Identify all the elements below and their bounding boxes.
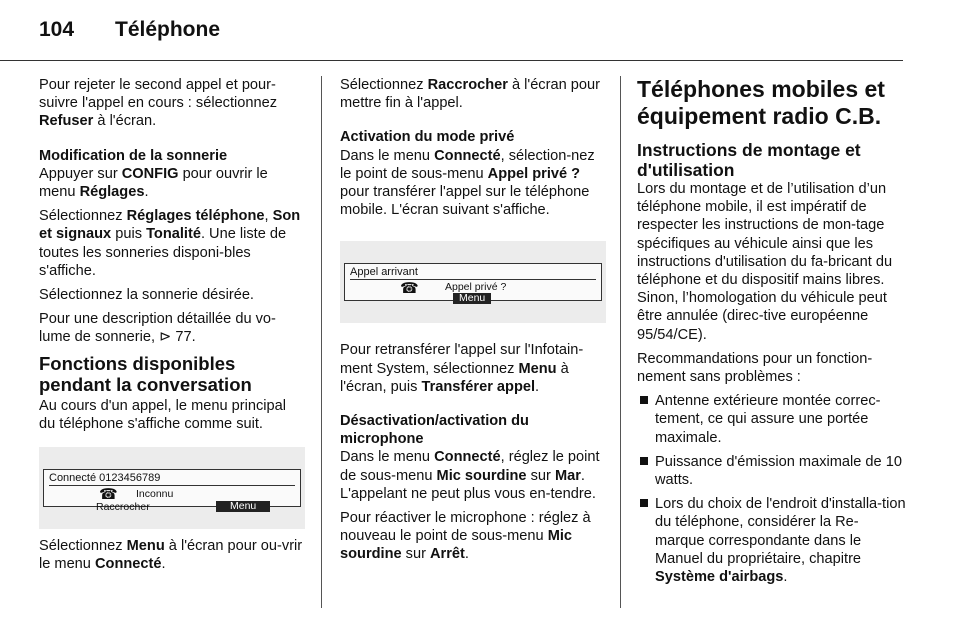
paragraph: Pour rejeter le second appel et pour-suivre l'appel en cours : sélectionnez Refuser à l'écran. bbox=[39, 77, 278, 130]
page-title: Téléphone bbox=[115, 18, 221, 41]
cross-reference-arrow-icon: ⊳ bbox=[159, 329, 172, 346]
menu-softkey: Menu bbox=[216, 501, 270, 512]
heading-fonctions: Fonctions disponibles pendant la conversation bbox=[39, 352, 252, 395]
column-3 bbox=[637, 76, 907, 592]
caller-label: Inconnu bbox=[136, 488, 174, 501]
paragraph: Pour une description détaillée du vo-lume de sonnerie, ⊳ 77. bbox=[39, 311, 276, 346]
screen-title: Appel arrivant bbox=[350, 266, 418, 279]
paragraph: Sélectionnez Menu à l'écran pour ou-vrir le menu Connecté. bbox=[39, 538, 303, 573]
list-item: Puissance d'émission maximale de 10 watts. bbox=[637, 453, 907, 489]
column-divider bbox=[620, 76, 621, 608]
hangup-label: Raccrocher bbox=[96, 501, 150, 514]
subheading-prive: Activation du mode privé bbox=[340, 129, 515, 146]
screen-title: Connecté 0123456789 bbox=[49, 472, 161, 485]
menu-softkey: Menu bbox=[453, 293, 491, 304]
paragraph: Appuyer sur CONFIG pour ouvrir le menu Réglages. bbox=[39, 165, 268, 201]
paragraph: Recommandations pour un fonction-nement sans problèmes : bbox=[637, 350, 873, 386]
bullet-square-icon bbox=[640, 457, 648, 465]
paragraph: Pour retransférer l'appel sur l'Infotain-ment System, sélectionnez Menu à l'écran, puis Transférer appel. bbox=[340, 342, 584, 395]
paragraph: Au cours d'un appel, le menu principal du téléphone s'affiche comme suit. bbox=[39, 397, 286, 432]
phone-handset-icon: ☎ bbox=[99, 486, 118, 504]
paragraph: Lors du montage et de l’utilisation d’un téléphone mobile, il est impératif de respecter les instructions de mon-tage spécifiques au véhicule ainsi que les instructions d'utilisation du fa-bricant du téléphone et du dispositif mains libres. Sinon, l’homologation du véhicule peut être annulée (direc-tive européenne 95/54/CE). bbox=[637, 181, 893, 343]
private-call-label: Appel privé ? bbox=[445, 281, 507, 294]
column-divider bbox=[321, 76, 322, 608]
paragraph: Pour réactiver le microphone : réglez à nouveau le point de sous-menu Mic sourdine sur Arrêt. bbox=[340, 510, 591, 563]
heading-instructions: Instructions de montage et d'utilisation bbox=[637, 140, 861, 180]
column-2 bbox=[340, 76, 606, 570]
paragraph: Sélectionnez la sonnerie désirée. bbox=[39, 287, 254, 304]
list-item: Lors du choix de l'endroit d'installa-tion du téléphone, considérer la Re-marque correspondante dans le Manuel du propriétaire, chapitre Système d'airbags. bbox=[637, 495, 907, 586]
phone-handset-icon: ☎ bbox=[400, 280, 419, 298]
section-title: Téléphones mobiles et équipement radio C.B. bbox=[637, 76, 885, 129]
paragraph: Sélectionnez Raccrocher à l'écran pour mettre fin à l'appel. bbox=[340, 77, 600, 112]
page-number: 104 bbox=[39, 18, 75, 41]
list-item: Antenne extérieure montée correc-tement, ce qui assure une portée maximale. bbox=[637, 392, 907, 447]
subheading-sonnerie: Modification de la sonnerie bbox=[39, 147, 228, 164]
display-screen-incoming bbox=[340, 241, 606, 323]
subheading-micro: Désactivation/activation du microphone bbox=[340, 413, 529, 448]
paragraph: Dans le menu Connecté, réglez le point de sous-menu Mic sourdine sur Mar. L'appelant ne peut plus vous en-tendre. bbox=[340, 449, 600, 502]
header-rule bbox=[0, 60, 903, 61]
paragraph: Sélectionnez Réglages téléphone, Son et signaux puis Tonalité. Une liste de toutes les sonneries disponi-bles s'affiche. bbox=[39, 208, 301, 279]
recommendations-list bbox=[637, 392, 907, 586]
page-header bbox=[39, 18, 220, 42]
paragraph: Dans le menu Connecté, sélection-nez le point de sous-menu Appel privé ? pour transférer l'appel sur le téléphone mobile. L'écran suivant s'affiche. bbox=[340, 147, 595, 219]
display-screen-connected bbox=[39, 447, 305, 529]
bullet-square-icon bbox=[640, 499, 648, 507]
bullet-square-icon bbox=[640, 396, 648, 404]
column-1 bbox=[39, 76, 305, 579]
